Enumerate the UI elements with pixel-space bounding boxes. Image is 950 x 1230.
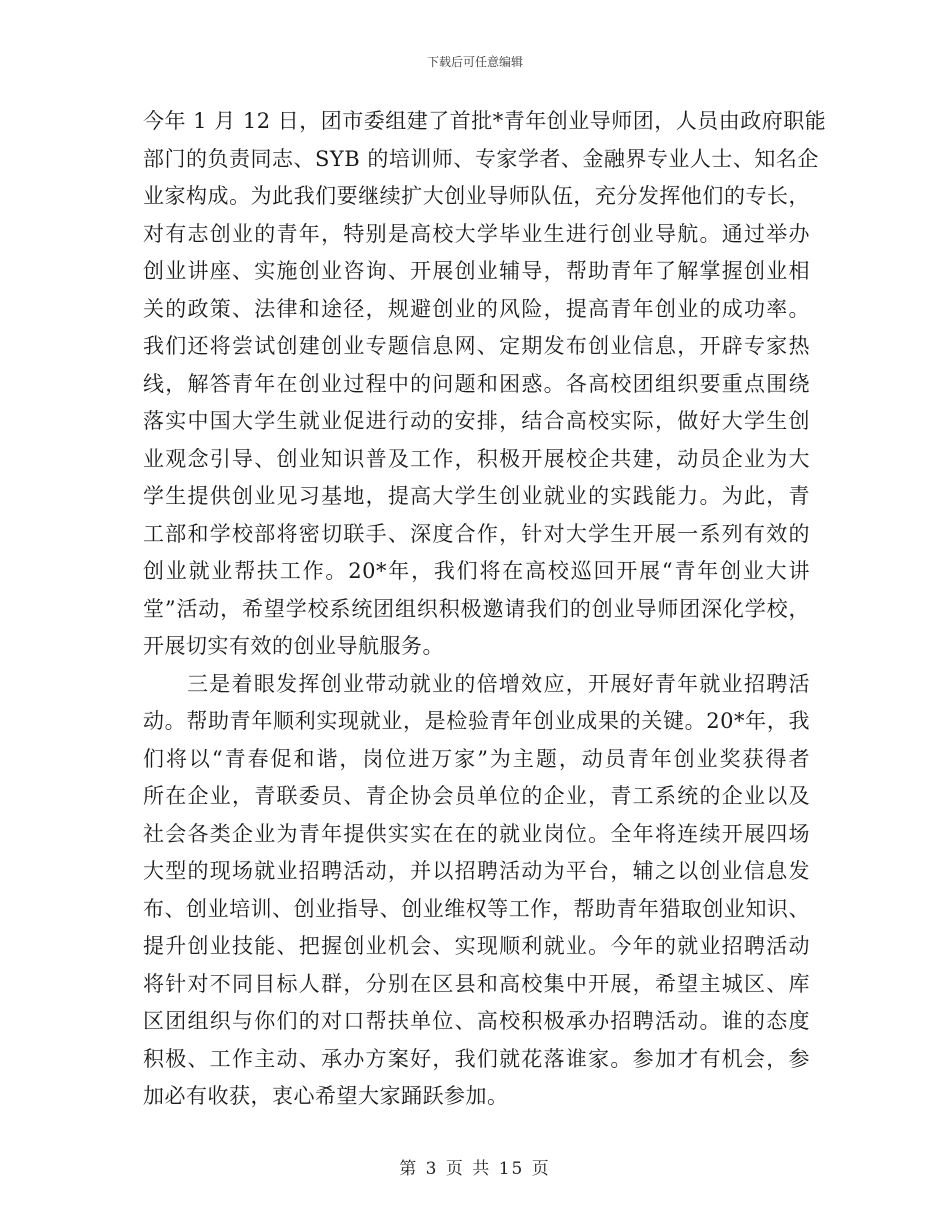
text-line: 业家构成。为此我们要继续扩大创业导师队伍，充分发挥他们的专长， (143, 184, 810, 208)
text-line: 创业就业帮扶工作。20*年，我们将在高校巡回开展“青年创业大讲 (143, 559, 810, 583)
page-number-footer: 第 3 页 共 15 页 (399, 1159, 551, 1179)
text-line: 落实中国大学生就业促进行动的安排，结合高校实际，做好大学生创 (143, 409, 810, 433)
text-line: 我们还将尝试创建创业专题信息网、定期发布创业信息，开辟专家热 (143, 334, 810, 358)
text-line: 区团组织与你们的对口帮扶单位、高校积极承办招聘活动。谁的态度 (143, 1009, 810, 1033)
text-line: 将针对不同目标人群，分别在区县和高校集中开展，希望主城区、库 (143, 971, 810, 996)
text-line: 提升创业技能、把握创业机会、实现顺利就业。今年的就业招聘活动 (143, 934, 810, 958)
text-line: 业观念引导、创业知识普及工作，积极开展校企共建，动员企业为大 (143, 446, 810, 471)
text-line: 加必有收获，衷心希望大家踊跃参加。 (143, 1084, 509, 1108)
text-line: 工部和学校部将密切联手、深度合作，针对大学生开展一系列有效的 (143, 521, 810, 546)
text-line: 创业讲座、实施创业咨询、开展创业辅导，帮助青年了解掌握创业相 (143, 259, 810, 283)
text-line: 布、创业培训、创业指导、创业维权等工作，帮助青年猎取创业知识、 (143, 896, 810, 921)
paragraph-1 (143, 103, 827, 666)
text-line: 动。帮助青年顺利实现就业，是检验青年创业成果的关键。20*年，我 (143, 709, 810, 733)
text-line: 积极、工作主动、承办方案好，我们就花落谁家。参加才有机会，参 (143, 1046, 810, 1071)
text-line: 们将以“青春促和谐，岗位进万家”为主题，动员青年创业奖获得者 (143, 746, 810, 771)
page-header-note: 下载后可任意编辑 (426, 55, 523, 69)
text-line: 学生提供创业见习基地，提高大学生创业就业的实践能力。为此，青 (143, 484, 810, 508)
document-body (143, 103, 827, 1116)
text-line: 大型的现场就业招聘活动，并以招聘活动为平台，辅之以创业信息发 (143, 859, 810, 883)
paragraph-2 (143, 666, 810, 1116)
text-line: 对有志创业的青年，特别是高校大学毕业生进行创业导航。通过举办 (143, 221, 810, 246)
text-line: 关的政策、法律和途径，规避创业的风险，提高青年创业的成功率。 (143, 296, 810, 321)
text-line: 线，解答青年在创业过程中的问题和困惑。各高校团组织要重点围绕 (143, 371, 810, 396)
text-line: 今年 1 月 12 日，团市委组建了首批*青年创业导师团，人员由政府职能 (143, 109, 827, 133)
text-line: 开展切实有效的创业导航服务。 (143, 634, 444, 658)
text-line: 部门的负责同志、SYB 的培训师、专家学者、金融界专业人士、知名企 (143, 146, 819, 171)
text-line: 社会各类企业为青年提供实实在在的就业岗位。全年将连续开展四场 (143, 821, 810, 846)
text-line: 所在企业，青联委员、青企协会员单位的企业，青工系统的企业以及 (143, 784, 810, 808)
text-line: 三是着眼发挥创业带动就业的倍增效应，开展好青年就业招聘活 (187, 671, 810, 696)
text-line: 堂”活动，希望学校系统团组织积极邀请我们的创业导师团深化学校， (143, 596, 810, 621)
